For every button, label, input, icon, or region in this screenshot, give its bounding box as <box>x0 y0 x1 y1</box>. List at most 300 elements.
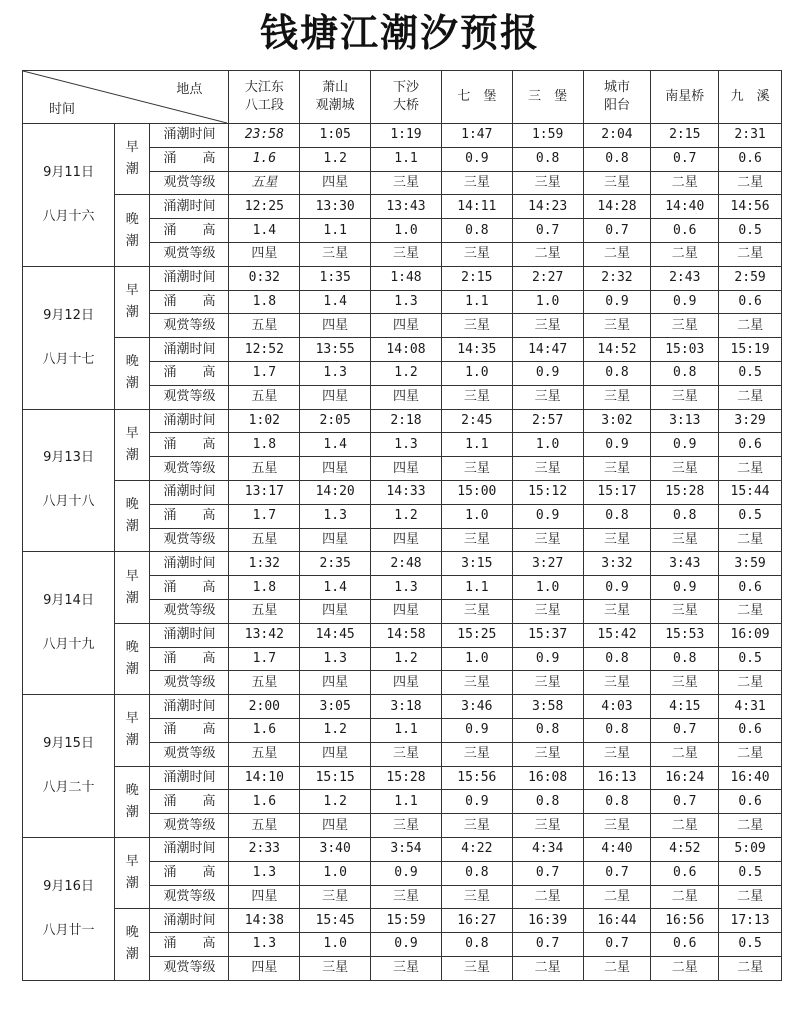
viewing-grade-cell: 三星 <box>583 671 651 695</box>
viewing-grade-cell: 三星 <box>441 671 512 695</box>
metric-label: 涌潮时间 <box>150 695 229 719</box>
tide-time-cell: 14:23 <box>512 195 583 219</box>
location-name-line: 九 溪 <box>730 89 770 104</box>
viewing-grade-cell: 二星 <box>719 457 782 481</box>
viewing-grade-cell: 四星 <box>229 956 300 980</box>
place-header-label: 地点 <box>176 82 203 97</box>
tide-height-cell: 0.9 <box>651 290 719 314</box>
page-title: 钱塘江潮汐预报 <box>259 11 540 55</box>
location-name-line: 城市 <box>603 80 630 95</box>
viewing-grade-cell: 三星 <box>651 385 719 409</box>
metric-label: 涌 高 <box>150 219 229 243</box>
location-name-line: 下沙 <box>392 80 419 95</box>
tide-time-cell: 15:45 <box>300 909 371 933</box>
viewing-grade-cell: 四星 <box>300 457 371 481</box>
tide-time-cell: 0:32 <box>229 266 300 290</box>
location-name-line: 大江东 <box>244 80 284 95</box>
viewing-grade-cell: 三星 <box>651 671 719 695</box>
viewing-grade-cell: 三星 <box>651 314 719 338</box>
tide-height-cell: 0.7 <box>651 147 719 171</box>
viewing-grade-cell: 三星 <box>583 742 651 766</box>
tide-time-cell: 4:15 <box>651 695 719 719</box>
tide-height-cell: 1.1 <box>441 433 512 457</box>
viewing-grade-cell: 三星 <box>300 885 371 909</box>
location-name-line: 阳台 <box>603 98 630 113</box>
viewing-grade-cell: 五星 <box>229 314 300 338</box>
tide-table <box>22 70 782 981</box>
tide-time-cell: 1:02 <box>229 409 300 433</box>
viewing-grade-cell: 三星 <box>583 457 651 481</box>
tide-session-cell <box>115 195 150 266</box>
tide-height-cell: 1.3 <box>371 290 442 314</box>
tide-height-cell: 0.9 <box>371 933 442 957</box>
metric-label: 涌潮时间 <box>150 338 229 362</box>
viewing-grade-cell: 三星 <box>441 385 512 409</box>
tide-height-cell: 1.1 <box>300 219 371 243</box>
tide-height-cell: 1.4 <box>300 433 371 457</box>
tide-height-cell: 0.5 <box>719 219 782 243</box>
tide-height-cell: 1.8 <box>229 290 300 314</box>
tide-height-cell: 0.7 <box>651 718 719 742</box>
date-cell <box>23 266 115 409</box>
tide-session-cell <box>115 480 150 551</box>
tide-time-cell: 14:58 <box>371 623 442 647</box>
viewing-grade-cell: 二星 <box>651 742 719 766</box>
tide-time-cell: 3:15 <box>441 552 512 576</box>
viewing-grade-cell: 二星 <box>719 956 782 980</box>
tide-height-cell: 0.6 <box>719 576 782 600</box>
location-name-line: 三 堡 <box>528 89 568 104</box>
tide-time-cell: 2:15 <box>651 124 719 148</box>
tide-height-cell: 0.7 <box>512 933 583 957</box>
tide-time-cell: 16:56 <box>651 909 719 933</box>
table-row <box>23 195 782 219</box>
tide-height-cell: 0.8 <box>651 504 719 528</box>
tide-height-cell: 1.0 <box>512 433 583 457</box>
tide-height-cell: 0.8 <box>583 147 651 171</box>
tide-height-cell: 0.9 <box>441 718 512 742</box>
viewing-grade-cell: 三星 <box>583 599 651 623</box>
metric-label: 观赏等级 <box>150 385 229 409</box>
tide-height-cell: 1.0 <box>300 861 371 885</box>
viewing-grade-cell: 四星 <box>300 742 371 766</box>
tide-time-cell: 3:59 <box>719 552 782 576</box>
tide-height-cell: 0.8 <box>512 718 583 742</box>
tide-time-cell: 16:44 <box>583 909 651 933</box>
tide-session-name: 早 潮 <box>125 140 139 178</box>
tide-height-cell: 0.8 <box>441 861 512 885</box>
tide-time-cell: 15:37 <box>512 623 583 647</box>
viewing-grade-cell: 三星 <box>651 528 719 552</box>
tide-time-cell: 2:05 <box>300 409 371 433</box>
metric-label: 涌 高 <box>150 576 229 600</box>
viewing-grade-cell: 二星 <box>651 242 719 266</box>
tide-height-cell: 1.3 <box>300 647 371 671</box>
tide-time-cell: 3:18 <box>371 695 442 719</box>
tide-time-cell: 15:42 <box>583 623 651 647</box>
date-cell <box>23 409 115 552</box>
tide-time-cell: 14:35 <box>441 338 512 362</box>
tide-height-cell: 1.3 <box>229 861 300 885</box>
tide-height-cell: 0.8 <box>512 790 583 814</box>
tide-time-cell: 5:09 <box>719 837 782 861</box>
tide-height-cell: 1.7 <box>229 361 300 385</box>
metric-label: 涌 高 <box>150 147 229 171</box>
tide-table-body <box>23 71 782 981</box>
viewing-grade-cell: 三星 <box>512 385 583 409</box>
tide-height-cell: 0.8 <box>583 647 651 671</box>
location-header <box>651 71 719 124</box>
tide-time-cell: 16:09 <box>719 623 782 647</box>
tide-height-cell: 1.6 <box>229 147 300 171</box>
viewing-grade-cell: 三星 <box>651 599 719 623</box>
tide-session-name: 晚 潮 <box>125 497 139 535</box>
location-name-line: 七 堡 <box>457 89 497 104</box>
metric-label: 观赏等级 <box>150 171 229 195</box>
tide-time-cell: 1:19 <box>371 124 442 148</box>
tide-height-cell: 1.1 <box>441 576 512 600</box>
tide-time-cell: 14:56 <box>719 195 782 219</box>
tide-height-cell: 1.0 <box>300 933 371 957</box>
tide-time-cell: 4:22 <box>441 837 512 861</box>
viewing-grade-cell: 四星 <box>371 457 442 481</box>
tide-height-cell: 0.6 <box>719 290 782 314</box>
tide-height-cell: 1.1 <box>371 147 442 171</box>
tide-time-cell: 15:28 <box>371 766 442 790</box>
tide-session-cell <box>115 338 150 409</box>
lunar-date: 八月十八 <box>42 494 95 510</box>
viewing-grade-cell: 四星 <box>229 242 300 266</box>
tide-height-cell: 0.8 <box>441 219 512 243</box>
solar-date: 9月12日 <box>43 307 94 323</box>
tide-time-cell: 2:27 <box>512 266 583 290</box>
tide-time-cell: 23:58 <box>229 124 300 148</box>
tide-time-cell: 1:59 <box>512 124 583 148</box>
tide-session-name: 晚 潮 <box>125 639 139 677</box>
tide-height-cell: 0.5 <box>719 933 782 957</box>
viewing-grade-cell: 四星 <box>371 671 442 695</box>
tide-height-cell: 0.6 <box>719 147 782 171</box>
tide-height-cell: 1.6 <box>229 718 300 742</box>
tide-time-cell: 13:42 <box>229 623 300 647</box>
lunar-date: 八月二十 <box>42 780 95 796</box>
tide-session-cell <box>115 266 150 337</box>
tide-height-cell: 1.7 <box>229 504 300 528</box>
tide-time-cell: 2:33 <box>229 837 300 861</box>
tide-height-cell: 1.2 <box>371 361 442 385</box>
viewing-grade-cell: 三星 <box>512 742 583 766</box>
viewing-grade-cell: 四星 <box>229 885 300 909</box>
tide-session-cell <box>115 124 150 195</box>
tide-session-cell <box>115 909 150 980</box>
viewing-grade-cell: 五星 <box>229 671 300 695</box>
metric-label: 观赏等级 <box>150 314 229 338</box>
viewing-grade-cell: 三星 <box>651 457 719 481</box>
tide-time-cell: 4:52 <box>651 837 719 861</box>
tide-time-cell: 13:55 <box>300 338 371 362</box>
location-name-line: 大桥 <box>392 98 419 113</box>
metric-label: 涌潮时间 <box>150 552 229 576</box>
tide-time-cell: 13:43 <box>371 195 442 219</box>
viewing-grade-cell: 四星 <box>300 171 371 195</box>
table-row <box>23 552 782 576</box>
metric-label: 观赏等级 <box>150 814 229 838</box>
tide-height-cell: 1.8 <box>229 433 300 457</box>
tide-time-cell: 3:29 <box>719 409 782 433</box>
header-row <box>23 71 782 124</box>
metric-label: 涌潮时间 <box>150 623 229 647</box>
viewing-grade-cell: 五星 <box>229 599 300 623</box>
tide-time-cell: 2:43 <box>651 266 719 290</box>
metric-label: 观赏等级 <box>150 242 229 266</box>
tide-time-cell: 2:15 <box>441 266 512 290</box>
metric-label: 涌潮时间 <box>150 195 229 219</box>
tide-time-cell: 1:47 <box>441 124 512 148</box>
metric-label: 涌潮时间 <box>150 837 229 861</box>
tide-time-cell: 3:13 <box>651 409 719 433</box>
tide-time-cell: 14:08 <box>371 338 442 362</box>
viewing-grade-cell: 三星 <box>512 457 583 481</box>
viewing-grade-cell: 三星 <box>441 242 512 266</box>
tide-height-cell: 0.6 <box>651 219 719 243</box>
table-row <box>23 480 782 504</box>
viewing-grade-cell: 三星 <box>583 385 651 409</box>
solar-date: 9月11日 <box>43 164 94 180</box>
viewing-grade-cell: 四星 <box>300 385 371 409</box>
tide-height-cell: 0.9 <box>583 433 651 457</box>
tide-session-name: 晚 潮 <box>125 925 139 963</box>
tide-height-cell: 0.9 <box>441 790 512 814</box>
viewing-grade-cell: 二星 <box>651 885 719 909</box>
tide-height-cell: 0.8 <box>583 361 651 385</box>
metric-label: 涌 高 <box>150 933 229 957</box>
tide-time-cell: 3:27 <box>512 552 583 576</box>
lunar-date: 八月十六 <box>42 208 95 224</box>
tide-time-cell: 15:56 <box>441 766 512 790</box>
solar-date: 9月15日 <box>43 736 94 752</box>
lunar-date: 八月十九 <box>42 637 95 653</box>
tide-height-cell: 1.0 <box>441 647 512 671</box>
viewing-grade-cell: 二星 <box>719 742 782 766</box>
tide-session-cell <box>115 552 150 623</box>
tide-height-cell: 1.8 <box>229 576 300 600</box>
viewing-grade-cell: 三星 <box>512 599 583 623</box>
metric-label: 涌潮时间 <box>150 480 229 504</box>
tide-height-cell: 0.9 <box>512 504 583 528</box>
tide-time-cell: 14:38 <box>229 909 300 933</box>
viewing-grade-cell: 三星 <box>371 242 442 266</box>
tide-height-cell: 0.5 <box>719 861 782 885</box>
date-cell <box>23 837 115 980</box>
location-header <box>583 71 651 124</box>
tide-height-cell: 0.9 <box>651 576 719 600</box>
tide-height-cell: 0.5 <box>719 504 782 528</box>
location-header <box>300 71 371 124</box>
location-name-line: 八工段 <box>244 98 284 113</box>
tide-time-cell: 3:32 <box>583 552 651 576</box>
table-row <box>23 909 782 933</box>
tide-height-cell: 0.9 <box>371 861 442 885</box>
viewing-grade-cell: 二星 <box>719 171 782 195</box>
tide-height-cell: 0.9 <box>651 433 719 457</box>
viewing-grade-cell: 三星 <box>441 956 512 980</box>
tide-time-cell: 15:25 <box>441 623 512 647</box>
viewing-grade-cell: 二星 <box>583 242 651 266</box>
tide-time-cell: 2:32 <box>583 266 651 290</box>
tide-height-cell: 1.1 <box>371 790 442 814</box>
viewing-grade-cell: 四星 <box>300 314 371 338</box>
tide-session-name: 晚 潮 <box>125 782 139 820</box>
tide-time-cell: 3:46 <box>441 695 512 719</box>
location-name-line: 观潮城 <box>315 98 355 113</box>
viewing-grade-cell: 二星 <box>512 242 583 266</box>
tide-height-cell: 0.6 <box>651 933 719 957</box>
tide-height-cell: 0.7 <box>651 790 719 814</box>
viewing-grade-cell: 三星 <box>300 956 371 980</box>
metric-label: 涌 高 <box>150 290 229 314</box>
viewing-grade-cell: 三星 <box>441 742 512 766</box>
tide-time-cell: 14:33 <box>371 480 442 504</box>
location-header <box>229 71 300 124</box>
tide-height-cell: 1.2 <box>300 790 371 814</box>
viewing-grade-cell: 五星 <box>229 742 300 766</box>
viewing-grade-cell: 二星 <box>719 314 782 338</box>
solar-date: 9月16日 <box>43 878 94 894</box>
location-header <box>441 71 512 124</box>
viewing-grade-cell: 二星 <box>719 814 782 838</box>
viewing-grade-cell: 二星 <box>719 885 782 909</box>
tide-time-cell: 2:35 <box>300 552 371 576</box>
tide-time-cell: 14:28 <box>583 195 651 219</box>
tide-height-cell: 0.9 <box>583 290 651 314</box>
viewing-grade-cell: 二星 <box>512 956 583 980</box>
tide-height-cell: 0.6 <box>719 718 782 742</box>
tide-time-cell: 16:27 <box>441 909 512 933</box>
tide-height-cell: 1.3 <box>229 933 300 957</box>
viewing-grade-cell: 二星 <box>719 599 782 623</box>
location-name-line: 南星桥 <box>665 89 705 104</box>
viewing-grade-cell: 三星 <box>512 171 583 195</box>
tide-time-cell: 2:00 <box>229 695 300 719</box>
tide-session-cell <box>115 623 150 694</box>
tide-height-cell: 1.0 <box>512 290 583 314</box>
metric-label: 观赏等级 <box>150 742 229 766</box>
tide-time-cell: 14:52 <box>583 338 651 362</box>
viewing-grade-cell: 四星 <box>371 528 442 552</box>
metric-label: 涌潮时间 <box>150 766 229 790</box>
tide-height-cell: 0.7 <box>583 219 651 243</box>
viewing-grade-cell: 三星 <box>371 171 442 195</box>
tide-height-cell: 0.9 <box>512 361 583 385</box>
viewing-grade-cell: 三星 <box>512 314 583 338</box>
metric-label: 涌 高 <box>150 433 229 457</box>
tide-height-cell: 0.7 <box>512 861 583 885</box>
tide-height-cell: 0.8 <box>441 933 512 957</box>
lunar-date: 八月廿一 <box>42 922 95 938</box>
table-row <box>23 124 782 148</box>
tide-height-cell: 0.8 <box>583 504 651 528</box>
viewing-grade-cell: 三星 <box>441 528 512 552</box>
tide-time-cell: 3:02 <box>583 409 651 433</box>
metric-label: 涌 高 <box>150 718 229 742</box>
tide-height-cell: 0.7 <box>512 219 583 243</box>
tide-height-cell: 1.1 <box>441 290 512 314</box>
tide-time-cell: 12:52 <box>229 338 300 362</box>
tide-time-cell: 14:45 <box>300 623 371 647</box>
metric-label: 观赏等级 <box>150 599 229 623</box>
viewing-grade-cell: 三星 <box>583 814 651 838</box>
tide-session-name: 早 潮 <box>125 282 139 320</box>
viewing-grade-cell: 五星 <box>229 457 300 481</box>
location-header <box>371 71 442 124</box>
tide-time-cell: 3:43 <box>651 552 719 576</box>
lunar-date: 八月十七 <box>42 351 95 367</box>
viewing-grade-cell: 四星 <box>371 599 442 623</box>
tide-session-cell <box>115 837 150 908</box>
tide-time-cell: 15:12 <box>512 480 583 504</box>
tide-height-cell: 0.5 <box>719 647 782 671</box>
tide-time-cell: 4:31 <box>719 695 782 719</box>
tide-session-name: 晚 潮 <box>125 211 139 249</box>
date-cell <box>23 552 115 695</box>
tide-time-cell: 1:32 <box>229 552 300 576</box>
tide-session-name: 早 潮 <box>125 711 139 749</box>
tide-height-cell: 1.6 <box>229 790 300 814</box>
tide-session-name: 早 潮 <box>125 425 139 463</box>
tide-height-cell: 1.1 <box>371 718 442 742</box>
tide-time-cell: 17:13 <box>719 909 782 933</box>
date-cell <box>23 124 115 267</box>
metric-label: 涌潮时间 <box>150 124 229 148</box>
tide-time-cell: 3:05 <box>300 695 371 719</box>
tide-height-cell: 0.7 <box>583 861 651 885</box>
tide-time-cell: 15:03 <box>651 338 719 362</box>
tide-time-cell: 1:05 <box>300 124 371 148</box>
tide-time-cell: 13:30 <box>300 195 371 219</box>
viewing-grade-cell: 三星 <box>441 885 512 909</box>
tide-time-cell: 3:54 <box>371 837 442 861</box>
tide-session-name: 早 潮 <box>125 854 139 892</box>
time-header-label: 时间 <box>49 102 76 117</box>
viewing-grade-cell: 四星 <box>300 528 371 552</box>
viewing-grade-cell: 四星 <box>300 671 371 695</box>
tide-height-cell: 0.6 <box>719 790 782 814</box>
tide-height-cell: 1.3 <box>371 433 442 457</box>
viewing-grade-cell: 三星 <box>512 671 583 695</box>
tide-height-cell: 1.3 <box>300 504 371 528</box>
viewing-grade-cell: 三星 <box>371 814 442 838</box>
tide-height-cell: 1.2 <box>300 718 371 742</box>
table-row <box>23 623 782 647</box>
tide-height-cell: 0.6 <box>651 861 719 885</box>
tide-time-cell: 2:48 <box>371 552 442 576</box>
tide-height-cell: 1.0 <box>441 361 512 385</box>
viewing-grade-cell: 三星 <box>583 314 651 338</box>
tide-height-cell: 0.8 <box>583 790 651 814</box>
tide-session-name: 晚 潮 <box>125 354 139 392</box>
tide-time-cell: 15:28 <box>651 480 719 504</box>
tide-height-cell: 1.2 <box>300 147 371 171</box>
solar-date: 9月14日 <box>43 593 94 609</box>
viewing-grade-cell: 四星 <box>300 599 371 623</box>
tide-time-cell: 2:45 <box>441 409 512 433</box>
viewing-grade-cell: 三星 <box>300 242 371 266</box>
tide-time-cell: 15:53 <box>651 623 719 647</box>
viewing-grade-cell: 四星 <box>300 814 371 838</box>
tide-time-cell: 16:24 <box>651 766 719 790</box>
viewing-grade-cell: 二星 <box>651 171 719 195</box>
metric-label: 观赏等级 <box>150 671 229 695</box>
